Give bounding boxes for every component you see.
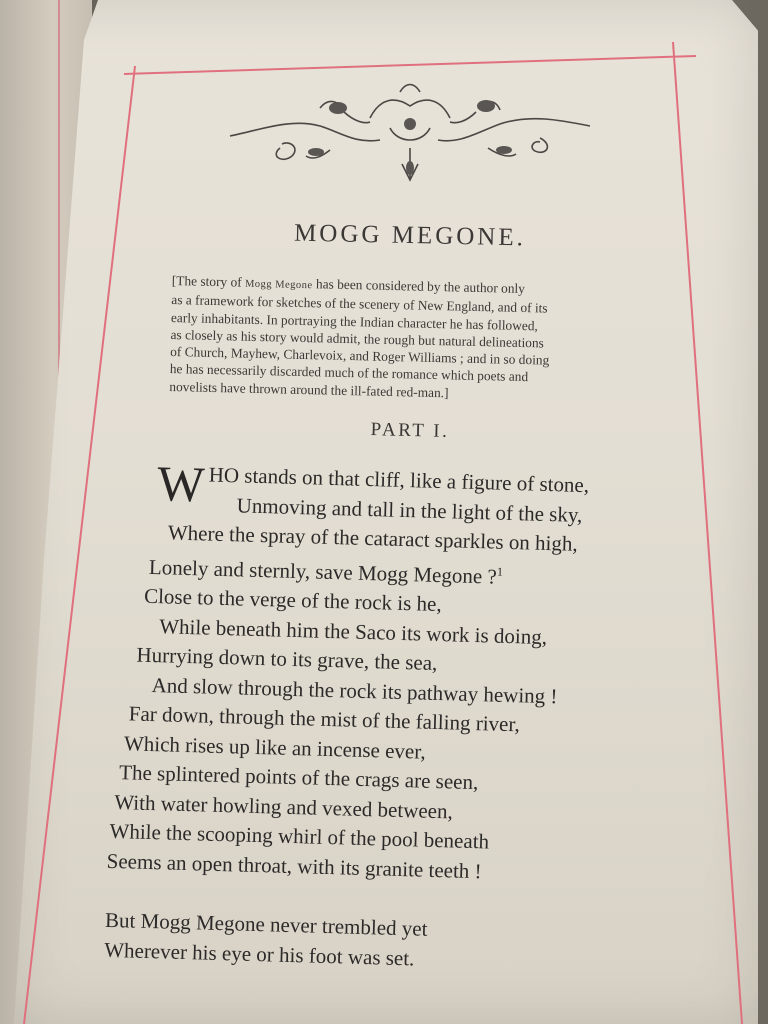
poem-line: The splintered points of the crags are seen, bbox=[118, 760, 479, 795]
editorial-note-text: [The story of bbox=[171, 272, 246, 290]
poem-line: Close to the verge of the rock is he, bbox=[143, 583, 443, 617]
floral-ornament bbox=[220, 78, 600, 188]
poem-line: Wherever his eye or his foot was set. bbox=[103, 937, 415, 970]
poem-body bbox=[103, 455, 638, 979]
poem-line: Hurrying down to its grave, the sea, bbox=[136, 642, 438, 675]
poem-line: And slow through the rock its pathway hewing ! bbox=[151, 672, 558, 708]
editorial-note-line: as a framework for sketches of the scenery of New England, and of its bbox=[171, 292, 548, 316]
poem-line: But Mogg Megone never trembled yet bbox=[104, 907, 428, 941]
poem-line: Where the spray of the cataract sparkles on high, bbox=[167, 520, 579, 556]
drop-cap: W bbox=[156, 455, 206, 513]
poem-line: HO stands on that cliff, like a figure of stone, bbox=[208, 462, 590, 498]
editorial-note-text: has been considered by the author only bbox=[312, 276, 526, 297]
poem-line: While the scooping whirl of the pool beneath bbox=[109, 818, 490, 854]
editorial-note-smallcaps: Mogg Megone bbox=[244, 278, 313, 292]
editorial-note-line: he has necessarily discarded much of the romance which poets and bbox=[169, 361, 529, 385]
poem-line: While beneath him the Saco its work is doing, bbox=[158, 613, 548, 649]
poem-title: MOGG MEGONE. bbox=[293, 219, 527, 252]
poem-line: With water howling and vexed between, bbox=[114, 789, 454, 823]
poem-line: Unmoving and tall in the light of the sky, bbox=[236, 492, 583, 527]
part-heading: PART I. bbox=[370, 419, 450, 442]
poem-line: Which rises up like an incense ever, bbox=[123, 730, 427, 764]
editorial-note bbox=[169, 272, 648, 406]
editorial-note-line: early inhabitants. In portraying the Indian character he has followed, bbox=[170, 309, 539, 333]
poem-line: Far down, through the mist of the falling river, bbox=[128, 701, 521, 737]
poem-line: Seems an open throat, with its granite teeth ! bbox=[106, 848, 482, 883]
editorial-note-line: as closely as his story would admit, the rough but natural delineations bbox=[170, 326, 545, 351]
editorial-note-line: of Church, Mayhew, Charlevoix, and Roger Williams ; and in so doing bbox=[170, 344, 550, 368]
poem-line-text: Lonely and sternly, save Mogg Megone ? bbox=[148, 554, 498, 589]
footnote-marker: 1 bbox=[496, 564, 504, 579]
editorial-note-line: novelists have thrown around the ill-fated red-man.] bbox=[169, 378, 449, 401]
